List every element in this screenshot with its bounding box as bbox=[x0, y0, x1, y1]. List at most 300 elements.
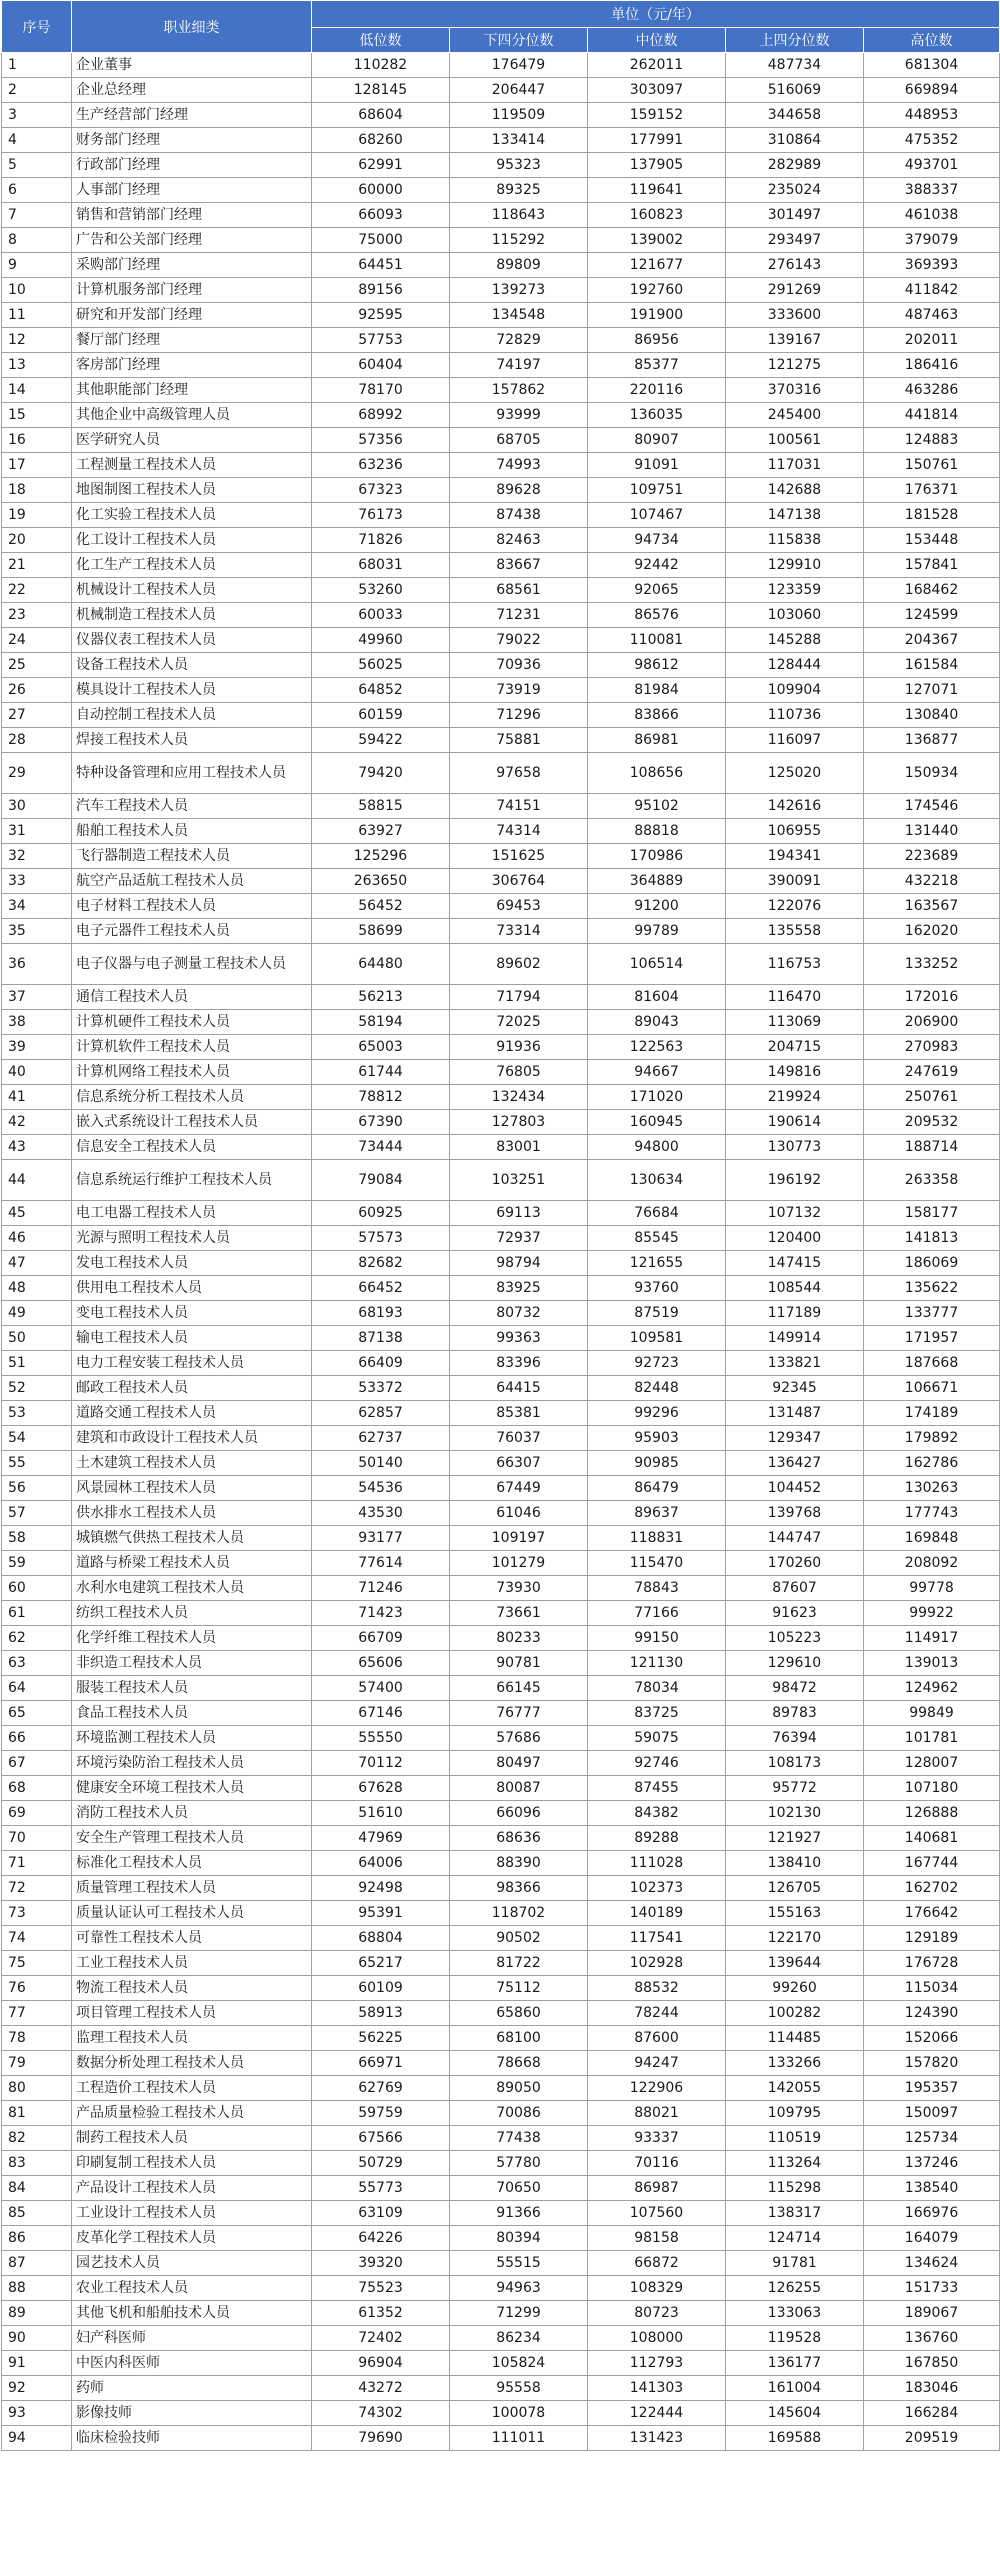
cell-index: 48 bbox=[2, 1276, 72, 1301]
cell-median: 85545 bbox=[588, 1226, 726, 1251]
cell-upper-quartile: 390091 bbox=[726, 869, 864, 894]
cell-lower-quartile: 111011 bbox=[450, 2426, 588, 2451]
cell-low: 79420 bbox=[312, 753, 450, 794]
cell-lower-quartile: 89809 bbox=[450, 253, 588, 278]
cell-index: 53 bbox=[2, 1401, 72, 1426]
cell-high: 493701 bbox=[864, 153, 1000, 178]
cell-upper-quartile: 142688 bbox=[726, 478, 864, 503]
cell-low: 64480 bbox=[312, 944, 450, 985]
cell-lower-quartile: 306764 bbox=[450, 869, 588, 894]
cell-median: 94800 bbox=[588, 1135, 726, 1160]
header-low: 低位数 bbox=[312, 28, 450, 53]
cell-index: 19 bbox=[2, 503, 72, 528]
cell-low: 51610 bbox=[312, 1801, 450, 1826]
cell-upper-quartile: 219924 bbox=[726, 1085, 864, 1110]
cell-occupation: 物流工程技术人员 bbox=[72, 1976, 312, 2001]
table-row bbox=[2, 703, 1000, 728]
cell-index: 2 bbox=[2, 78, 72, 103]
cell-index: 13 bbox=[2, 353, 72, 378]
cell-occupation: 工程造价工程技术人员 bbox=[72, 2076, 312, 2101]
table-row bbox=[2, 1801, 1000, 1826]
cell-low: 79084 bbox=[312, 1160, 450, 1201]
cell-low: 64006 bbox=[312, 1851, 450, 1876]
cell-median: 92065 bbox=[588, 578, 726, 603]
cell-median: 140189 bbox=[588, 1901, 726, 1926]
cell-index: 52 bbox=[2, 1376, 72, 1401]
cell-low: 50140 bbox=[312, 1451, 450, 1476]
cell-index: 82 bbox=[2, 2126, 72, 2151]
cell-high: 263358 bbox=[864, 1160, 1000, 1201]
cell-median: 112793 bbox=[588, 2351, 726, 2376]
cell-index: 72 bbox=[2, 1876, 72, 1901]
cell-high: 379079 bbox=[864, 228, 1000, 253]
cell-lower-quartile: 73661 bbox=[450, 1601, 588, 1626]
cell-low: 64451 bbox=[312, 253, 450, 278]
cell-median: 77166 bbox=[588, 1601, 726, 1626]
cell-low: 68031 bbox=[312, 553, 450, 578]
cell-lower-quartile: 75112 bbox=[450, 1976, 588, 2001]
cell-index: 63 bbox=[2, 1651, 72, 1676]
cell-upper-quartile: 145604 bbox=[726, 2401, 864, 2426]
cell-low: 56025 bbox=[312, 653, 450, 678]
cell-low: 68604 bbox=[312, 103, 450, 128]
cell-index: 55 bbox=[2, 1451, 72, 1476]
cell-low: 66452 bbox=[312, 1276, 450, 1301]
cell-upper-quartile: 122076 bbox=[726, 894, 864, 919]
cell-high: 152066 bbox=[864, 2026, 1000, 2051]
cell-lower-quartile: 109197 bbox=[450, 1526, 588, 1551]
cell-low: 77614 bbox=[312, 1551, 450, 1576]
cell-high: 174189 bbox=[864, 1401, 1000, 1426]
cell-high: 189067 bbox=[864, 2301, 1000, 2326]
cell-occupation: 影像技师 bbox=[72, 2401, 312, 2426]
cell-high: 176728 bbox=[864, 1951, 1000, 1976]
cell-high: 140681 bbox=[864, 1826, 1000, 1851]
cell-index: 35 bbox=[2, 919, 72, 944]
cell-high: 250761 bbox=[864, 1085, 1000, 1110]
cell-median: 59075 bbox=[588, 1726, 726, 1751]
cell-upper-quartile: 91623 bbox=[726, 1601, 864, 1626]
cell-occupation: 风景园林工程技术人员 bbox=[72, 1476, 312, 1501]
cell-high: 107180 bbox=[864, 1776, 1000, 1801]
table-row bbox=[2, 1226, 1000, 1251]
header-unit: 单位（元/年） bbox=[312, 1, 1000, 28]
cell-occupation: 销售和营销部门经理 bbox=[72, 203, 312, 228]
cell-upper-quartile: 116753 bbox=[726, 944, 864, 985]
cell-low: 128145 bbox=[312, 78, 450, 103]
cell-index: 12 bbox=[2, 328, 72, 353]
cell-occupation: 化学纤维工程技术人员 bbox=[72, 1626, 312, 1651]
cell-lower-quartile: 71794 bbox=[450, 985, 588, 1010]
table-row bbox=[2, 753, 1000, 794]
cell-occupation: 飞行器制造工程技术人员 bbox=[72, 844, 312, 869]
cell-high: 209532 bbox=[864, 1110, 1000, 1135]
cell-occupation: 信息系统运行维护工程技术人员 bbox=[72, 1160, 312, 1201]
cell-median: 118831 bbox=[588, 1526, 726, 1551]
cell-occupation: 药师 bbox=[72, 2376, 312, 2401]
table-row bbox=[2, 1035, 1000, 1060]
cell-median: 220116 bbox=[588, 378, 726, 403]
cell-index: 10 bbox=[2, 278, 72, 303]
cell-median: 92723 bbox=[588, 1351, 726, 1376]
cell-index: 91 bbox=[2, 2351, 72, 2376]
table-row bbox=[2, 1876, 1000, 1901]
cell-occupation: 输电工程技术人员 bbox=[72, 1326, 312, 1351]
cell-low: 60925 bbox=[312, 1201, 450, 1226]
cell-upper-quartile: 116470 bbox=[726, 985, 864, 1010]
cell-lower-quartile: 127803 bbox=[450, 1110, 588, 1135]
cell-median: 108329 bbox=[588, 2276, 726, 2301]
cell-occupation: 工业工程技术人员 bbox=[72, 1951, 312, 1976]
cell-high: 168462 bbox=[864, 578, 1000, 603]
cell-upper-quartile: 108544 bbox=[726, 1276, 864, 1301]
cell-lower-quartile: 80087 bbox=[450, 1776, 588, 1801]
cell-upper-quartile: 139644 bbox=[726, 1951, 864, 1976]
cell-high: 137246 bbox=[864, 2151, 1000, 2176]
cell-lower-quartile: 72829 bbox=[450, 328, 588, 353]
cell-low: 95391 bbox=[312, 1901, 450, 1926]
cell-occupation: 计算机硬件工程技术人员 bbox=[72, 1010, 312, 1035]
cell-high: 127071 bbox=[864, 678, 1000, 703]
cell-occupation: 工程测量工程技术人员 bbox=[72, 453, 312, 478]
cell-index: 79 bbox=[2, 2051, 72, 2076]
table-row bbox=[2, 1651, 1000, 1676]
cell-low: 60033 bbox=[312, 603, 450, 628]
cell-high: 179892 bbox=[864, 1426, 1000, 1451]
cell-low: 71423 bbox=[312, 1601, 450, 1626]
cell-median: 99150 bbox=[588, 1626, 726, 1651]
cell-upper-quartile: 126705 bbox=[726, 1876, 864, 1901]
cell-lower-quartile: 83396 bbox=[450, 1351, 588, 1376]
cell-lower-quartile: 73314 bbox=[450, 919, 588, 944]
cell-index: 16 bbox=[2, 428, 72, 453]
cell-occupation: 发电工程技术人员 bbox=[72, 1251, 312, 1276]
cell-lower-quartile: 115292 bbox=[450, 228, 588, 253]
cell-high: 388337 bbox=[864, 178, 1000, 203]
cell-high: 115034 bbox=[864, 1976, 1000, 2001]
table-row bbox=[2, 2226, 1000, 2251]
cell-low: 66971 bbox=[312, 2051, 450, 2076]
cell-occupation: 计算机网络工程技术人员 bbox=[72, 1060, 312, 1085]
cell-index: 88 bbox=[2, 2276, 72, 2301]
cell-median: 364889 bbox=[588, 869, 726, 894]
cell-low: 70112 bbox=[312, 1751, 450, 1776]
cell-lower-quartile: 67449 bbox=[450, 1476, 588, 1501]
cell-index: 60 bbox=[2, 1576, 72, 1601]
cell-lower-quartile: 151625 bbox=[450, 844, 588, 869]
cell-high: 138540 bbox=[864, 2176, 1000, 2201]
table-row bbox=[2, 1976, 1000, 2001]
table-row bbox=[2, 944, 1000, 985]
cell-high: 176642 bbox=[864, 1901, 1000, 1926]
table-row bbox=[2, 1776, 1000, 1801]
cell-lower-quartile: 76037 bbox=[450, 1426, 588, 1451]
cell-index: 86 bbox=[2, 2226, 72, 2251]
cell-index: 39 bbox=[2, 1035, 72, 1060]
cell-median: 82448 bbox=[588, 1376, 726, 1401]
cell-median: 115470 bbox=[588, 1551, 726, 1576]
table-row bbox=[2, 1476, 1000, 1501]
cell-index: 11 bbox=[2, 303, 72, 328]
cell-occupation: 建筑和市政设计工程技术人员 bbox=[72, 1426, 312, 1451]
cell-index: 77 bbox=[2, 2001, 72, 2026]
cell-index: 7 bbox=[2, 203, 72, 228]
cell-high: 128007 bbox=[864, 1751, 1000, 1776]
table-row bbox=[2, 253, 1000, 278]
table-row bbox=[2, 353, 1000, 378]
cell-index: 58 bbox=[2, 1526, 72, 1551]
cell-low: 58815 bbox=[312, 794, 450, 819]
cell-lower-quartile: 72025 bbox=[450, 1010, 588, 1035]
table-row bbox=[2, 1826, 1000, 1851]
cell-lower-quartile: 70936 bbox=[450, 653, 588, 678]
cell-low: 60404 bbox=[312, 353, 450, 378]
cell-high: 202011 bbox=[864, 328, 1000, 353]
cell-occupation: 供水排水工程技术人员 bbox=[72, 1501, 312, 1526]
cell-lower-quartile: 66307 bbox=[450, 1451, 588, 1476]
cell-lower-quartile: 66096 bbox=[450, 1801, 588, 1826]
table-row bbox=[2, 528, 1000, 553]
cell-high: 129189 bbox=[864, 1926, 1000, 1951]
cell-high: 204367 bbox=[864, 628, 1000, 653]
cell-index: 90 bbox=[2, 2326, 72, 2351]
table-row bbox=[2, 1060, 1000, 1085]
cell-lower-quartile: 94963 bbox=[450, 2276, 588, 2301]
cell-low: 47969 bbox=[312, 1826, 450, 1851]
cell-lower-quartile: 119509 bbox=[450, 103, 588, 128]
salary-table bbox=[1, 0, 1000, 2451]
cell-low: 68260 bbox=[312, 128, 450, 153]
cell-lower-quartile: 74993 bbox=[450, 453, 588, 478]
cell-upper-quartile: 170260 bbox=[726, 1551, 864, 1576]
table-row bbox=[2, 378, 1000, 403]
cell-index: 42 bbox=[2, 1110, 72, 1135]
cell-median: 102928 bbox=[588, 1951, 726, 1976]
cell-high: 161584 bbox=[864, 653, 1000, 678]
table-row bbox=[2, 1351, 1000, 1376]
cell-median: 80723 bbox=[588, 2301, 726, 2326]
cell-median: 137905 bbox=[588, 153, 726, 178]
cell-upper-quartile: 107132 bbox=[726, 1201, 864, 1226]
cell-occupation: 非织造工程技术人员 bbox=[72, 1651, 312, 1676]
table-row bbox=[2, 53, 1000, 78]
cell-upper-quartile: 124714 bbox=[726, 2226, 864, 2251]
table-row bbox=[2, 1135, 1000, 1160]
cell-upper-quartile: 121927 bbox=[726, 1826, 864, 1851]
cell-occupation: 焊接工程技术人员 bbox=[72, 728, 312, 753]
cell-lower-quartile: 83667 bbox=[450, 553, 588, 578]
cell-occupation: 通信工程技术人员 bbox=[72, 985, 312, 1010]
cell-occupation: 其他飞机和船舶技术人员 bbox=[72, 2301, 312, 2326]
cell-occupation: 健康安全环境工程技术人员 bbox=[72, 1776, 312, 1801]
cell-upper-quartile: 129910 bbox=[726, 553, 864, 578]
cell-low: 65217 bbox=[312, 1951, 450, 1976]
cell-lower-quartile: 83001 bbox=[450, 1135, 588, 1160]
cell-median: 121677 bbox=[588, 253, 726, 278]
cell-high: 125734 bbox=[864, 2126, 1000, 2151]
cell-high: 164079 bbox=[864, 2226, 1000, 2251]
cell-low: 43272 bbox=[312, 2376, 450, 2401]
table-row bbox=[2, 1201, 1000, 1226]
cell-median: 94734 bbox=[588, 528, 726, 553]
cell-low: 59422 bbox=[312, 728, 450, 753]
cell-low: 64226 bbox=[312, 2226, 450, 2251]
cell-upper-quartile: 169588 bbox=[726, 2426, 864, 2451]
table-row bbox=[2, 1851, 1000, 1876]
cell-occupation: 客房部门经理 bbox=[72, 353, 312, 378]
cell-median: 88021 bbox=[588, 2101, 726, 2126]
cell-median: 83866 bbox=[588, 703, 726, 728]
cell-low: 66709 bbox=[312, 1626, 450, 1651]
cell-high: 195357 bbox=[864, 2076, 1000, 2101]
cell-median: 92746 bbox=[588, 1751, 726, 1776]
cell-index: 47 bbox=[2, 1251, 72, 1276]
cell-high: 208092 bbox=[864, 1551, 1000, 1576]
cell-low: 57573 bbox=[312, 1226, 450, 1251]
table-row bbox=[2, 203, 1000, 228]
cell-high: 106671 bbox=[864, 1376, 1000, 1401]
cell-low: 50729 bbox=[312, 2151, 450, 2176]
cell-high: 183046 bbox=[864, 2376, 1000, 2401]
table-row bbox=[2, 919, 1000, 944]
cell-upper-quartile: 139167 bbox=[726, 328, 864, 353]
cell-median: 86576 bbox=[588, 603, 726, 628]
cell-lower-quartile: 100078 bbox=[450, 2401, 588, 2426]
cell-upper-quartile: 135558 bbox=[726, 919, 864, 944]
cell-high: 171957 bbox=[864, 1326, 1000, 1351]
cell-low: 71246 bbox=[312, 1576, 450, 1601]
cell-high: 162702 bbox=[864, 1876, 1000, 1901]
table-row bbox=[2, 794, 1000, 819]
header-high: 高位数 bbox=[864, 28, 1000, 53]
cell-high: 186069 bbox=[864, 1251, 1000, 1276]
cell-occupation: 城镇燃气供热工程技术人员 bbox=[72, 1526, 312, 1551]
table-row bbox=[2, 1526, 1000, 1551]
cell-high: 162020 bbox=[864, 919, 1000, 944]
cell-occupation: 道路与桥梁工程技术人员 bbox=[72, 1551, 312, 1576]
table-row bbox=[2, 2276, 1000, 2301]
cell-high: 206900 bbox=[864, 1010, 1000, 1035]
cell-index: 44 bbox=[2, 1160, 72, 1201]
cell-median: 76684 bbox=[588, 1201, 726, 1226]
cell-occupation: 地图制图工程技术人员 bbox=[72, 478, 312, 503]
cell-lower-quartile: 99363 bbox=[450, 1326, 588, 1351]
cell-occupation: 船舶工程技术人员 bbox=[72, 819, 312, 844]
cell-lower-quartile: 157862 bbox=[450, 378, 588, 403]
cell-occupation: 农业工程技术人员 bbox=[72, 2276, 312, 2301]
cell-index: 9 bbox=[2, 253, 72, 278]
cell-occupation: 企业董事 bbox=[72, 53, 312, 78]
cell-high: 114917 bbox=[864, 1626, 1000, 1651]
cell-low: 54536 bbox=[312, 1476, 450, 1501]
cell-upper-quartile: 301497 bbox=[726, 203, 864, 228]
cell-high: 157841 bbox=[864, 553, 1000, 578]
cell-index: 18 bbox=[2, 478, 72, 503]
cell-upper-quartile: 121275 bbox=[726, 353, 864, 378]
header-index: 序号 bbox=[2, 1, 72, 53]
cell-high: 157820 bbox=[864, 2051, 1000, 2076]
cell-index: 29 bbox=[2, 753, 72, 794]
cell-high: 448953 bbox=[864, 103, 1000, 128]
cell-occupation: 化工设计工程技术人员 bbox=[72, 528, 312, 553]
cell-index: 27 bbox=[2, 703, 72, 728]
cell-low: 53260 bbox=[312, 578, 450, 603]
table-row bbox=[2, 1401, 1000, 1426]
cell-lower-quartile: 74197 bbox=[450, 353, 588, 378]
cell-low: 76173 bbox=[312, 503, 450, 528]
table-row bbox=[2, 1010, 1000, 1035]
table-row bbox=[2, 2301, 1000, 2326]
cell-median: 87519 bbox=[588, 1301, 726, 1326]
cell-index: 43 bbox=[2, 1135, 72, 1160]
cell-occupation: 仪器仪表工程技术人员 bbox=[72, 628, 312, 653]
cell-median: 94667 bbox=[588, 1060, 726, 1085]
cell-index: 62 bbox=[2, 1626, 72, 1651]
cell-median: 102373 bbox=[588, 1876, 726, 1901]
cell-median: 91091 bbox=[588, 453, 726, 478]
cell-high: 174546 bbox=[864, 794, 1000, 819]
cell-index: 31 bbox=[2, 819, 72, 844]
cell-median: 86956 bbox=[588, 328, 726, 353]
cell-high: 124390 bbox=[864, 2001, 1000, 2026]
table-row bbox=[2, 678, 1000, 703]
cell-index: 61 bbox=[2, 1601, 72, 1626]
cell-index: 92 bbox=[2, 2376, 72, 2401]
cell-occupation: 变电工程技术人员 bbox=[72, 1301, 312, 1326]
cell-upper-quartile: 76394 bbox=[726, 1726, 864, 1751]
cell-median: 121130 bbox=[588, 1651, 726, 1676]
table-row bbox=[2, 128, 1000, 153]
cell-low: 75523 bbox=[312, 2276, 450, 2301]
table-row bbox=[2, 819, 1000, 844]
table-row bbox=[2, 1376, 1000, 1401]
cell-upper-quartile: 119528 bbox=[726, 2326, 864, 2351]
cell-occupation: 纺织工程技术人员 bbox=[72, 1601, 312, 1626]
cell-upper-quartile: 104452 bbox=[726, 1476, 864, 1501]
cell-lower-quartile: 80233 bbox=[450, 1626, 588, 1651]
cell-high: 177743 bbox=[864, 1501, 1000, 1526]
cell-lower-quartile: 78668 bbox=[450, 2051, 588, 2076]
cell-low: 62737 bbox=[312, 1426, 450, 1451]
cell-index: 59 bbox=[2, 1551, 72, 1576]
cell-lower-quartile: 134548 bbox=[450, 303, 588, 328]
cell-lower-quartile: 101279 bbox=[450, 1551, 588, 1576]
cell-low: 39320 bbox=[312, 2251, 450, 2276]
cell-upper-quartile: 125020 bbox=[726, 753, 864, 794]
cell-high: 411842 bbox=[864, 278, 1000, 303]
cell-index: 34 bbox=[2, 894, 72, 919]
table-row bbox=[2, 328, 1000, 353]
cell-upper-quartile: 196192 bbox=[726, 1160, 864, 1201]
cell-low: 61744 bbox=[312, 1060, 450, 1085]
cell-median: 95102 bbox=[588, 794, 726, 819]
table-row bbox=[2, 1085, 1000, 1110]
cell-low: 73444 bbox=[312, 1135, 450, 1160]
cell-low: 60109 bbox=[312, 1976, 450, 2001]
cell-occupation: 其他企业中高级管理人员 bbox=[72, 403, 312, 428]
cell-lower-quartile: 71296 bbox=[450, 703, 588, 728]
cell-median: 80907 bbox=[588, 428, 726, 453]
cell-upper-quartile: 110736 bbox=[726, 703, 864, 728]
cell-lower-quartile: 73919 bbox=[450, 678, 588, 703]
cell-occupation: 化工生产工程技术人员 bbox=[72, 553, 312, 578]
cell-median: 81984 bbox=[588, 678, 726, 703]
cell-median: 83725 bbox=[588, 1701, 726, 1726]
table-row bbox=[2, 78, 1000, 103]
cell-occupation: 模具设计工程技术人员 bbox=[72, 678, 312, 703]
cell-median: 92442 bbox=[588, 553, 726, 578]
cell-median: 107560 bbox=[588, 2201, 726, 2226]
